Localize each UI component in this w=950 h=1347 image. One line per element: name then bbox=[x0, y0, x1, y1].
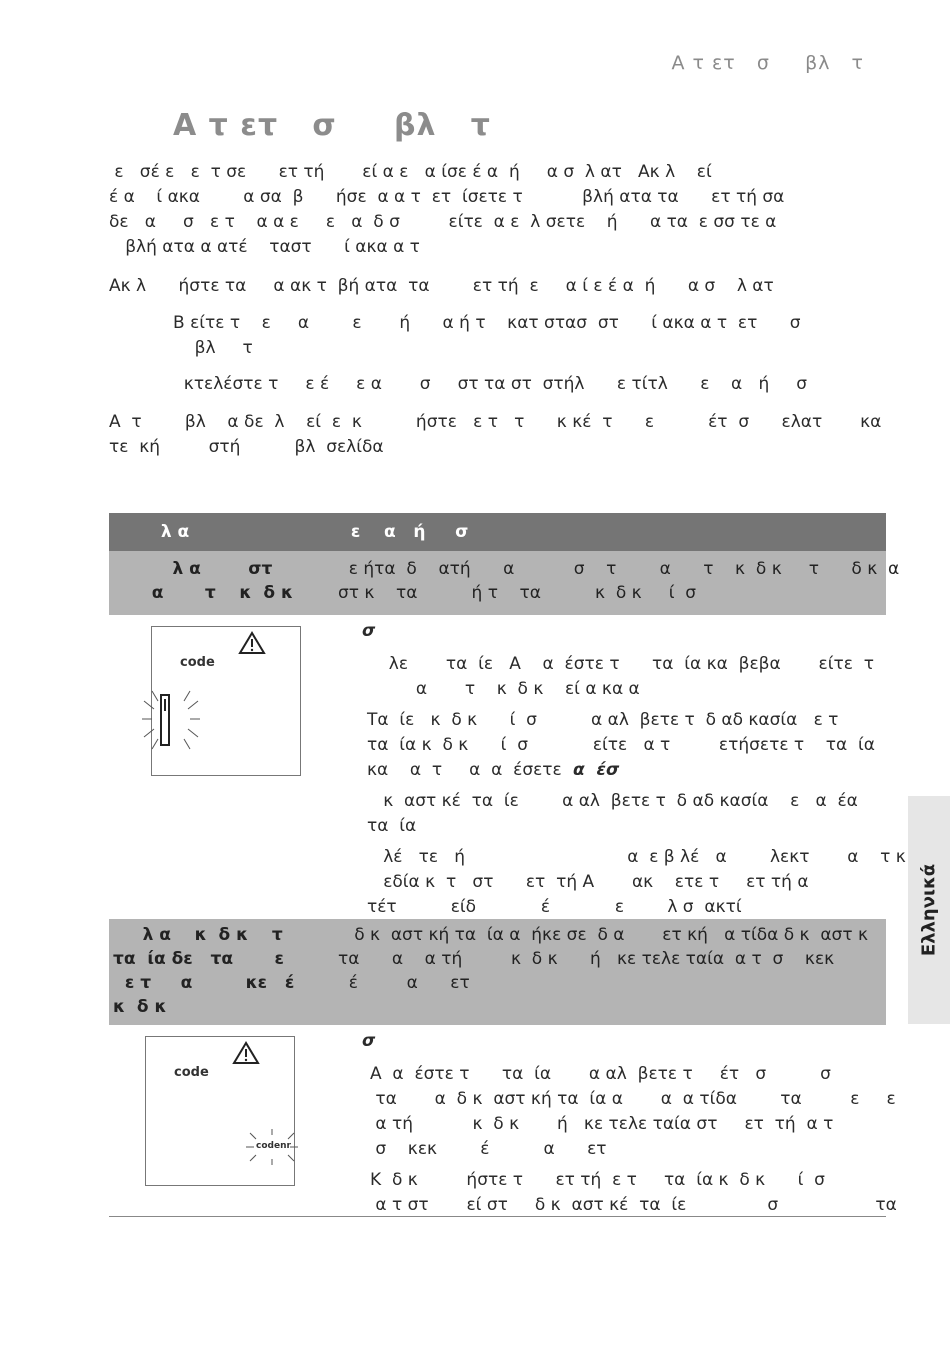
cause-item bbox=[370, 1062, 896, 1162]
intro-line: βλή ατα α ατέ ταστ ί ακα α τ bbox=[109, 237, 420, 257]
language-label: Ελληνικά bbox=[918, 863, 940, 957]
cause-line: α τ στ εί στ δ κ αστ κέ τα ίε σ τα bbox=[370, 1195, 897, 1215]
solution-cell bbox=[338, 557, 900, 605]
language-side-tab bbox=[908, 796, 950, 1024]
problem-line: λ α κ δ κ τ bbox=[113, 925, 283, 945]
step-2: κτελέστε τ ε έ ε α σ στ τα στ στήλ ε τίτλ ε α ή σ bbox=[173, 374, 808, 394]
intro-line: τε κή στή βλ σελίδα bbox=[109, 437, 384, 457]
cause-line: α τή κ δ κ ή κε τελε ταία στ ετ τή α τ bbox=[370, 1114, 834, 1134]
intro-line: ε σέ ε ε τ σε ετ τή εί α ε α ίσε έ α ή α σ λ ατ Ακ λ εί bbox=[109, 162, 712, 182]
intro-line: έ α ί ακα α σα β ήσε α α τ ετ ίσετε τ βλή ατα τα ετ τή σα bbox=[109, 187, 785, 207]
intro-line: Α τ βλ α δε λ εί ε κ ήστε ε τ τ κ κέ τ ε έτ σ ελατ κα bbox=[109, 412, 882, 432]
step-line: βλ τ bbox=[173, 338, 253, 358]
solution-line: τα α α τή κ δ κ ή κε τελε ταία α τ σ κεκ bbox=[338, 949, 835, 969]
cause-line: τέτ είδ έ ε λ σ ακτί bbox=[367, 897, 742, 917]
cause-label: σ bbox=[362, 1031, 376, 1051]
table-header bbox=[109, 513, 886, 551]
cause-line: τα ία bbox=[367, 816, 417, 836]
problem-row bbox=[109, 919, 886, 1025]
step-line: Β είτε τ ε α ε ή α ή τ κατ στασ στ ί ακα α τ ετ σ bbox=[173, 313, 801, 333]
intro-line: δε α σ ε τ α α ε ε α δ σ είτε α ε λ σετε ή α τα ε σσ τε α bbox=[109, 212, 777, 232]
cause-row bbox=[109, 615, 906, 919]
problem-line: ε τ α κε έ bbox=[113, 973, 295, 993]
cause-cell bbox=[362, 1029, 897, 1224]
cause-line: εδία κ τ στ ετ τή Α ακ ετε τ ετ τή α bbox=[367, 872, 809, 892]
cause-emphasis: α έσ bbox=[567, 760, 620, 780]
cause-line: Α α έστε τ τα ία α αλ βετε τ έτ σ σ bbox=[370, 1064, 831, 1084]
solution-line: δ κ αστ κή τα ία α ήκε σε δ α ετ κή α τίδα δ κ αστ κ bbox=[338, 925, 868, 945]
code-number-label: codenr bbox=[256, 1141, 291, 1151]
cause-line: λέ τε ή α ε β λέ α λεκτ α τ κ bbox=[367, 847, 906, 867]
cause-line: Κ δ κ ήστε τ ετ τή ε τ τα ία κ δ κ ί σ bbox=[370, 1170, 825, 1190]
cause-cell bbox=[362, 619, 906, 926]
solution-line: έ α ετ bbox=[338, 973, 470, 993]
cause-line: λε τα ίε Α α έστε τ τα ία κα βεβα είτε τ bbox=[378, 654, 874, 674]
test-strip-icon bbox=[140, 689, 200, 759]
problem-cell bbox=[109, 923, 328, 1019]
cause-item bbox=[367, 845, 906, 920]
code-label: code bbox=[174, 1065, 209, 1080]
step-1 bbox=[173, 311, 893, 361]
cause-item bbox=[367, 789, 882, 839]
problem-line: α τ κ δ κ bbox=[139, 583, 294, 603]
cause-item bbox=[370, 1168, 897, 1218]
cause-label: σ bbox=[362, 621, 376, 641]
cause-line: κα α τ α α έσετε bbox=[367, 760, 568, 780]
solution-cell bbox=[338, 923, 883, 995]
troubleshooting-table bbox=[109, 513, 906, 1217]
running-header: Α τ ετ σ βλ τ bbox=[671, 52, 864, 74]
column-header-problem: λ α bbox=[149, 522, 190, 542]
cause-line: τα α δ κ αστ κή τα ία α α α τίδα τα ε ε bbox=[370, 1089, 896, 1109]
intro-paragraph-3 bbox=[109, 410, 889, 460]
meter-illustration bbox=[151, 626, 301, 776]
intro-paragraph-2: Ακ λ ήστε τα α ακ τ βή ατα τα ετ τή ε α ί ε έ α ή α σ λ ατ bbox=[109, 276, 774, 296]
solution-line: στ κ τα ή τ τα κ δ κ ί σ bbox=[338, 583, 697, 603]
solution-line: ε ήτα δ ατή α σ τ α τ κ δ κ τ δ κ α bbox=[338, 559, 900, 579]
problem-line: τα ία δε τα ε bbox=[113, 949, 284, 969]
intro-paragraph-1 bbox=[109, 160, 889, 260]
cause-line: α τ κ δ κ εί α κα α bbox=[378, 679, 640, 699]
cause-line: κ αστ κέ τα ίε α αλ βετε τ δ αδ κασία ε α έα bbox=[367, 791, 858, 811]
cause-item bbox=[367, 708, 882, 783]
problem-line: λ α στ bbox=[160, 559, 273, 579]
problem-cell bbox=[109, 557, 324, 605]
code-label: code bbox=[180, 655, 215, 670]
cause-line: Τα ίε κ δ κ ί σ α αλ βετε τ δ αδ κασία ε τ bbox=[367, 710, 839, 730]
meter-illustration bbox=[145, 1036, 295, 1186]
page-title: Α τ ετ σ βλ τ bbox=[173, 108, 491, 143]
cause-line: τα ία κ δ κ ί σ είτε α τ ετήσετε τ τα ία bbox=[367, 735, 875, 755]
cause-line: σ κεκ έ α ετ bbox=[370, 1139, 607, 1159]
problem-row bbox=[109, 551, 900, 615]
problem-line: κ δ κ bbox=[113, 997, 167, 1017]
cause-item bbox=[378, 652, 882, 702]
cause-row bbox=[109, 1025, 897, 1217]
column-header-solution: ε α ή σ bbox=[339, 522, 469, 542]
